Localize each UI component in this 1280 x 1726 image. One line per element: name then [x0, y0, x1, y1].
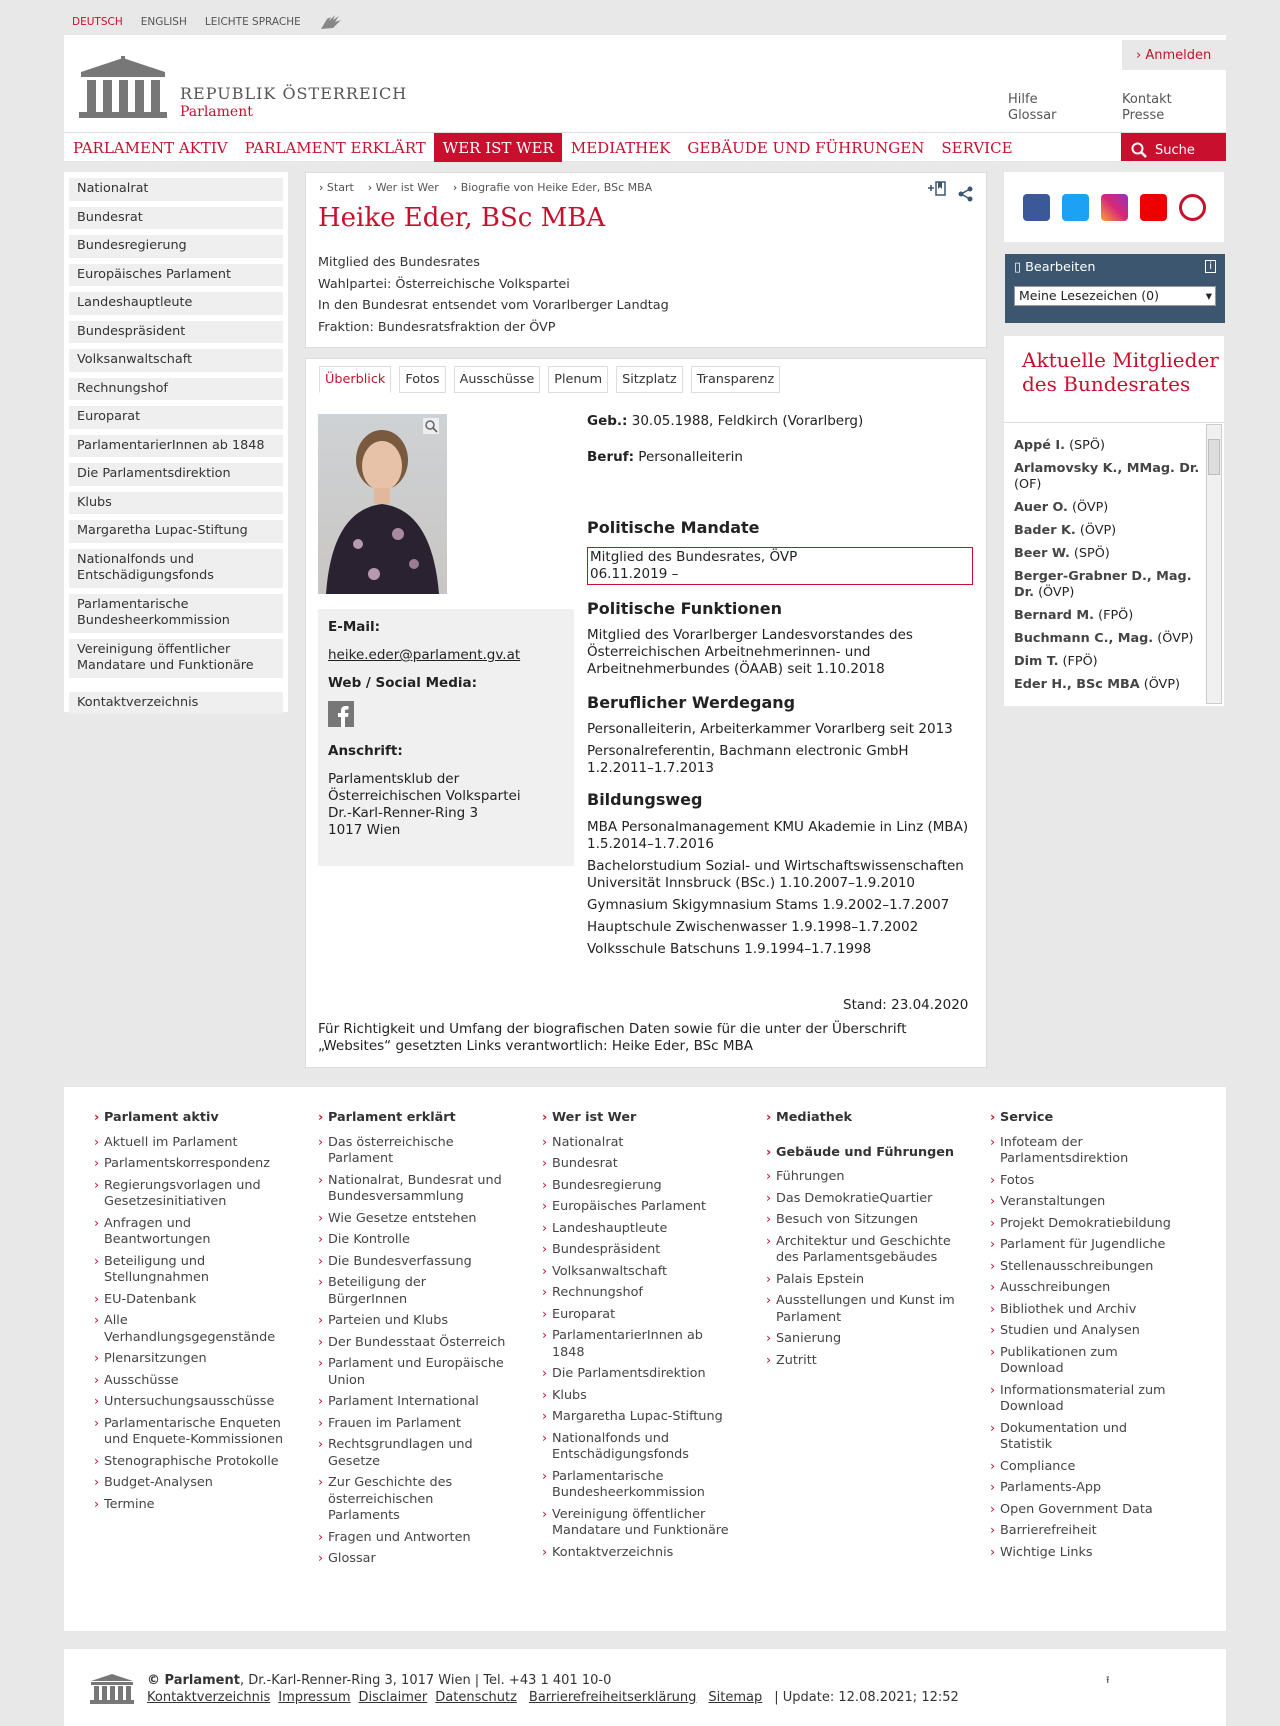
footer-link[interactable]: › Die Bundesverfassung — [318, 1254, 508, 1271]
portrait-photo[interactable] — [318, 414, 447, 594]
login-button[interactable]: › Anmelden — [1122, 40, 1226, 70]
contact-box — [318, 609, 574, 866]
member-item[interactable]: Beer W. (SPÖ) — [1014, 546, 1110, 561]
footer-link[interactable]: › Klubs — [542, 1388, 732, 1405]
member-item[interactable]: Buchmann C., Mag. (ÖVP) — [1014, 631, 1194, 646]
footer-link[interactable]: › Landeshauptleute — [542, 1221, 732, 1238]
footer-link[interactable]: › Ausschüsse — [94, 1373, 284, 1390]
sign-language-icon[interactable] — [319, 13, 343, 31]
arrow-up-icon: ⭱ — [1106, 1675, 1110, 1686]
sidebar-item[interactable]: Bundesregierung — [69, 235, 283, 258]
nav-service[interactable]: SERVICE — [941, 139, 1013, 157]
page-title: Heike Eder, BSc MBA — [318, 203, 606, 233]
footer-link[interactable]: › Plenarsitzungen — [94, 1351, 284, 1368]
members-scrollbar[interactable] — [1206, 424, 1222, 704]
footer-link[interactable]: › Stellenausschreibungen — [990, 1259, 1180, 1276]
footer-link[interactable]: › Führungen — [766, 1169, 956, 1186]
tab-ueberblick[interactable]: Überblick — [319, 366, 391, 393]
footer-link[interactable]: › Nationalfonds und Entschädigungsfonds — [542, 1431, 732, 1464]
logo-subtitle: Parlament — [180, 104, 253, 120]
copyright: © Parlament, Dr.-Karl-Renner-Ring 3, 1017 Wien | Tel. +43 1 401 10-0 — [147, 1673, 612, 1688]
footer-link[interactable]: › Budget-Analysen — [94, 1475, 284, 1492]
footer-link[interactable]: › Informationsmaterial zum Download — [990, 1383, 1180, 1416]
member-item[interactable]: Appé I. (SPÖ) — [1014, 438, 1105, 453]
footer-column — [542, 1110, 732, 1566]
demokratie-app-icon[interactable] — [1179, 194, 1206, 221]
functions-heading: Politische Funktionen — [587, 599, 782, 618]
footer-link[interactable]: › Parlamentarische Enqueten und Enquete-Kommissionen — [94, 1416, 284, 1449]
sidebar-item[interactable]: Europarat — [69, 406, 283, 429]
sidebar-item[interactable]: Parlamentarische Bundesheerkommission — [69, 594, 283, 633]
nav-parlament-aktiv[interactable]: PARLAMENT AKTIV — [73, 139, 228, 157]
breadcrumb-wer-ist-wer[interactable]: › Wer ist Wer — [368, 181, 439, 194]
parliament-small-logo-icon — [90, 1672, 134, 1704]
tab-fotos[interactable]: Fotos — [399, 366, 445, 393]
link-sitemap[interactable]: Sitemap — [708, 1690, 763, 1705]
member-item[interactable]: Dim T. (FPÖ) — [1014, 654, 1098, 669]
footer-link[interactable]: › Ausstellungen und Kunst im Parlament — [766, 1293, 956, 1326]
functions-text: Mitglied des Vorarlberger Landesvorstandes des Österreichischen Arbeitnehmerinnen- und Arbeitnehmerbundes (ÖAAB) seit 1.10.2018 — [587, 627, 913, 677]
footer-column-title[interactable]: › Mediathek — [766, 1110, 956, 1127]
footer-link[interactable]: › Parlamentarische Bundesheerkommission — [542, 1469, 732, 1502]
footer-link[interactable]: › Sanierung — [766, 1331, 956, 1348]
footer-link[interactable]: › Glossar — [318, 1551, 508, 1568]
footer-column — [766, 1110, 956, 1374]
footer-link[interactable]: › Zur Geschichte des österreichischen Parlaments — [318, 1475, 508, 1525]
sidebar-item[interactable]: Bundespräsident — [69, 321, 283, 344]
web-label: Web / Social Media: — [328, 675, 478, 691]
members-list — [1014, 438, 1204, 700]
twitter-icon[interactable] — [1062, 194, 1089, 221]
footer-link[interactable]: › Bundespräsident — [542, 1242, 732, 1259]
address-line: Österreichischen Volkspartei — [328, 788, 521, 804]
tab-plenum[interactable]: Plenum — [548, 366, 608, 393]
help-links — [1008, 92, 1057, 124]
footer-link[interactable]: › EU-Datenbank — [94, 1292, 284, 1309]
footer-link[interactable]: › Europäisches Parlament — [542, 1199, 732, 1216]
nav-gebaeude[interactable]: GEBÄUDE UND FÜHRUNGEN — [687, 139, 925, 157]
footer-link[interactable]: › Europarat — [542, 1307, 732, 1324]
birth-info: Geb.: 30.05.1988, Feldkirch (Vorarlberg) — [587, 413, 864, 429]
footer-link[interactable]: › Die Kontrolle — [318, 1232, 508, 1249]
footer-link[interactable]: › Termine — [94, 1497, 284, 1514]
footer-link[interactable]: › Alle Verhandlungsgegenstände — [94, 1313, 284, 1346]
footer-link[interactable]: › Rechtsgrundlagen und Gesetze — [318, 1437, 508, 1470]
footer-link[interactable]: › Frauen im Parlament — [318, 1416, 508, 1433]
footer-link[interactable]: › Stenographische Protokolle — [94, 1454, 284, 1471]
members-box — [1004, 336, 1224, 706]
member-item[interactable]: Arlamovsky K., MMag. Dr. (OF) — [1014, 461, 1200, 492]
sidebar-item[interactable]: Nationalrat — [69, 178, 283, 201]
footer-column-title[interactable]: › Parlament aktiv — [94, 1110, 284, 1127]
footer-link[interactable]: › Fotos — [990, 1173, 1180, 1190]
footer-link[interactable]: › Vereinigung öffentlicher Mandatare und Funktionäre — [542, 1507, 732, 1540]
contact-link[interactable]: Kontakt — [1122, 92, 1172, 107]
footer-column-title[interactable]: › Gebäude und Führungen — [766, 1145, 956, 1162]
mandate-line: Mitglied des Bundesrates, ÖVP — [590, 549, 798, 565]
link-impressum[interactable]: Impressum — [278, 1690, 351, 1705]
footer-link[interactable]: › Zutritt — [766, 1353, 956, 1370]
footer-link[interactable]: › Open Government Data — [990, 1502, 1180, 1519]
member-item[interactable]: Eder H., BSc MBA (ÖVP) — [1014, 677, 1181, 692]
footer-link[interactable]: › Anfragen und Beantwortungen — [94, 1216, 284, 1249]
sidebar-item[interactable]: Vereinigung öffentlicher Mandatare und Funktionäre — [69, 639, 283, 678]
main-nav — [64, 132, 1226, 161]
link-disclaimer[interactable]: Disclaimer — [358, 1690, 428, 1705]
member-item[interactable]: Bader K. (ÖVP) — [1014, 523, 1117, 538]
search-button[interactable]: Suche — [1121, 133, 1226, 161]
update-date: | Update: 12.08.2021; 12:52 — [774, 1690, 959, 1705]
footer-column — [990, 1110, 1180, 1566]
footer-link[interactable]: › Der Bundesstaat Österreich — [318, 1335, 508, 1352]
left-sidebar — [64, 172, 288, 712]
lang-english[interactable]: ENGLISH — [140, 16, 187, 28]
footer-column-title[interactable]: › Service — [990, 1110, 1180, 1127]
lang-deutsch[interactable]: DEUTSCH — [72, 16, 123, 28]
footer-link[interactable]: › Ausschreibungen — [990, 1280, 1180, 1297]
meta-line: Mitglied des Bundesrates — [318, 255, 480, 270]
meta-line: Wahlpartei: Österreichische Volkspartei — [318, 276, 570, 292]
footer-link[interactable]: › Rechnungshof — [542, 1285, 732, 1302]
breadcrumb-start[interactable]: › Start — [319, 181, 354, 194]
share-icon[interactable] — [958, 186, 974, 202]
footer-link[interactable]: › Die Parlamentsdirektion — [542, 1366, 732, 1383]
footer-link[interactable]: › Architektur und Geschichte des Parlamentsgebäudes — [766, 1234, 956, 1267]
mandate-heading: Politische Mandate — [587, 518, 760, 537]
social-media-bar — [1004, 172, 1224, 242]
sidebar-item[interactable]: Nationalfonds und Entschädigungsfonds — [69, 549, 283, 588]
footer-column — [94, 1110, 284, 1518]
parliament-logo-icon[interactable] — [79, 54, 167, 118]
search-icon — [1131, 142, 1147, 158]
footer-link[interactable]: › Parlaments-App — [990, 1480, 1180, 1497]
tab-bar — [319, 366, 780, 393]
members-title: Aktuelle Mitglieder des Bundesrates — [1022, 348, 1219, 396]
footer-link[interactable]: › Nationalrat, Bundesrat und Bundesversammlung — [318, 1173, 508, 1206]
breadcrumb-current: › Biografie von Heike Eder, BSc MBA — [453, 181, 652, 194]
zoom-icon[interactable] — [423, 418, 439, 434]
back-to-top[interactable] — [1106, 1672, 1118, 1690]
footer-column — [318, 1110, 508, 1573]
education-item: Gymnasium Skigymnasium Stams 1.9.2002–1.7.2007 — [587, 897, 950, 913]
footer-link[interactable]: › Studien und Analysen — [990, 1323, 1180, 1340]
footer-link[interactable]: › Bibliothek und Archiv — [990, 1302, 1180, 1319]
contact-links — [1122, 92, 1172, 124]
footer-link[interactable]: › Untersuchungsausschüsse — [94, 1394, 284, 1411]
member-meta — [318, 252, 669, 338]
footer-link[interactable]: › Das österreichische Parlament — [318, 1135, 508, 1168]
education-item: Volksschule Batschuns 1.9.1994–1.7.1998 — [587, 941, 872, 957]
mandate-line: 06.11.2019 – — [590, 566, 679, 582]
meta-line: Fraktion: Bundesratsfraktion der ÖVP — [318, 319, 556, 335]
meta-line: In den Bundesrat entsendet vom Vorarlberger Landtag — [318, 298, 669, 313]
footer-link[interactable]: › Wichtige Links — [990, 1545, 1180, 1562]
footer-link[interactable]: › Palais Epstein — [766, 1272, 956, 1289]
info-icon[interactable]: i — [1205, 260, 1216, 273]
education-item: Bachelorstudium Sozial- und Wirtschaftswissenschaften Universität Innsbruck (BSc.) 1.10.2007–1.9.2010 — [587, 858, 964, 891]
footer-link[interactable]: › Barrierefreiheit — [990, 1523, 1180, 1540]
footer-link[interactable]: › Aktuell im Parlament — [94, 1135, 284, 1152]
footer-link[interactable]: › Dokumentation und Statistik — [990, 1421, 1180, 1454]
link-datenschutz[interactable]: Datenschutz — [435, 1690, 517, 1705]
footer-link[interactable]: › Beteiligung und Stellungnahmen — [94, 1254, 284, 1287]
sidebar-item[interactable]: Die Parlamentsdirektion — [69, 463, 283, 486]
mandate-box — [587, 547, 973, 585]
sidebar-item[interactable]: Kontaktverzeichnis — [69, 692, 283, 715]
breadcrumb — [319, 181, 652, 194]
career-item: Personalreferentin, Bachmann electronic GmbH 1.2.2011–1.7.2013 — [587, 743, 909, 776]
address — [328, 771, 564, 839]
glossary-link[interactable]: Glossar — [1008, 108, 1057, 123]
address-label: Anschrift: — [328, 743, 403, 759]
education-item: MBA Personalmanagement KMU Akademie in Linz (MBA) 1.5.2014–1.7.2016 — [587, 819, 969, 852]
footer-link[interactable]: › Parlament für Jugendliche — [990, 1237, 1180, 1254]
education-item: Hauptschule Zwischenwasser 1.9.1998–1.7.2002 — [587, 919, 919, 935]
sidebar-item[interactable]: Rechnungshof — [69, 378, 283, 401]
footer-link[interactable]: › Infoteam der Parlamentsdirektion — [990, 1135, 1180, 1168]
tab-sitzplatz[interactable]: Sitzplatz — [616, 366, 683, 393]
career-item: Personalleiterin, Arbeiterkammer Vorarlberg seit 2013 — [587, 721, 953, 737]
chevron-down-icon: ▾ — [1205, 288, 1212, 303]
footer-link[interactable]: › Bundesregierung — [542, 1178, 732, 1195]
facebook-icon[interactable] — [1023, 194, 1050, 221]
nav-parlament-erklaert[interactable]: PARLAMENT ERKLÄRT — [244, 139, 426, 157]
edit-title: ▯ Bearbeiten — [1014, 260, 1096, 275]
footer-link[interactable]: › Das DemokratieQuartier — [766, 1191, 956, 1208]
sidebar-item[interactable]: Klubs — [69, 492, 283, 515]
edit-box — [1005, 254, 1225, 323]
logo-title: REPUBLIK ÖSTERREICH — [180, 84, 408, 103]
email-label: E-Mail: — [328, 619, 381, 635]
footer-link[interactable]: › Projekt Demokratiebildung — [990, 1216, 1180, 1233]
tab-transparenz[interactable]: Transparenz — [691, 366, 780, 393]
member-item[interactable]: Auer O. (ÖVP) — [1014, 500, 1109, 515]
footer-link[interactable]: › Margaretha Lupac-Stiftung — [542, 1409, 732, 1426]
footer-link[interactable]: › Beteiligung der BürgerInnen — [318, 1275, 508, 1308]
footer-link[interactable]: › Kontaktverzeichnis — [542, 1545, 732, 1562]
education-heading: Bildungsweg — [587, 790, 703, 809]
footer-link[interactable]: › Besuch von Sitzungen — [766, 1212, 956, 1229]
footer-link[interactable]: › Publikationen zum Download — [990, 1345, 1180, 1378]
link-kontakt[interactable]: Kontaktverzeichnis — [147, 1690, 271, 1705]
address-line: Parlamentsklub der — [328, 771, 460, 787]
address-line: Dr.-Karl-Renner-Ring 3 — [328, 805, 479, 821]
education-list — [587, 819, 979, 958]
address-line: 1017 Wien — [328, 822, 401, 838]
sidebar-item[interactable]: Volksanwaltschaft — [69, 349, 283, 372]
responsibility-note: Für Richtigkeit und Umfang der biografischen Daten sowie für die unter der Überschrift „Websites“ gesetzten Links verantwortlich: Heike Eder, BSc MBA — [318, 1021, 907, 1054]
footer-column-title[interactable]: › Wer ist Wer — [542, 1110, 732, 1127]
tab-ausschuesse[interactable]: Ausschüsse — [454, 366, 541, 393]
footer-link[interactable]: › Parlamentskorrespondenz — [94, 1156, 284, 1173]
bottom-links — [147, 1690, 959, 1705]
footer-link[interactable]: › Fragen und Antworten — [318, 1530, 508, 1547]
career-heading: Beruflicher Werdegang — [587, 693, 796, 712]
sidebar-item[interactable]: Bundesrat — [69, 207, 283, 230]
add-bookmark-icon[interactable] — [926, 180, 948, 198]
facebook-icon[interactable] — [328, 701, 354, 727]
footer-column-title[interactable]: › Parlament erklärt — [318, 1110, 508, 1127]
footer-link[interactable]: › Bundesrat — [542, 1156, 732, 1173]
member-item[interactable]: Bernard M. (FPÖ) — [1014, 608, 1134, 623]
footer-link[interactable]: › Wie Gesetze entstehen — [318, 1211, 508, 1228]
footer-link[interactable]: › Veranstaltungen — [990, 1194, 1180, 1211]
sidebar-item[interactable]: Margaretha Lupac-Stiftung — [69, 520, 283, 543]
footer-link[interactable]: › Parteien und Klubs — [318, 1313, 508, 1330]
profession-info: Beruf: Personalleiterin — [587, 449, 743, 465]
sidebar-item[interactable]: ParlamentarierInnen ab 1848 — [69, 435, 283, 458]
footer-link[interactable]: › Nationalrat — [542, 1135, 732, 1152]
instagram-icon[interactable] — [1101, 194, 1128, 221]
nav-mediathek[interactable]: MEDIATHEK — [570, 139, 671, 157]
bookmarks-select[interactable]: Meine Lesezeichen (0) ▾ — [1014, 286, 1216, 306]
footer-link[interactable]: › Regierungsvorlagen und Gesetzesinitiativen — [94, 1178, 284, 1211]
footer-link[interactable]: › Parlament International — [318, 1394, 508, 1411]
email-link[interactable]: heike.eder@parlament.gv.at — [328, 647, 521, 663]
language-bar — [72, 13, 343, 31]
footer-link[interactable]: › ParlamentarierInnen ab 1848 — [542, 1328, 732, 1361]
footer-link[interactable]: › Compliance — [990, 1459, 1180, 1476]
sidebar-item[interactable]: Landeshauptleute — [69, 292, 283, 315]
link-barrierefreiheit[interactable]: Barrierefreiheitserklärung — [528, 1690, 697, 1705]
sidebar-item[interactable]: Europäisches Parlament — [69, 264, 283, 287]
member-item[interactable]: Berger-Grabner D., Mag. Dr. (ÖVP) — [1014, 569, 1192, 600]
career-list — [587, 721, 977, 777]
lang-leichte-sprache[interactable]: LEICHTE SPRACHE — [204, 16, 301, 28]
footer-link[interactable]: › Volksanwaltschaft — [542, 1264, 732, 1281]
press-link[interactable]: Presse — [1122, 108, 1165, 123]
help-link[interactable]: Hilfe — [1008, 92, 1038, 107]
stand-date: Stand: 23.04.2020 — [843, 997, 969, 1013]
youtube-icon[interactable] — [1140, 194, 1167, 221]
nav-wer-ist-wer[interactable]: WER IST WER — [434, 133, 562, 162]
footer-link[interactable]: › Parlament und Europäische Union — [318, 1356, 508, 1389]
